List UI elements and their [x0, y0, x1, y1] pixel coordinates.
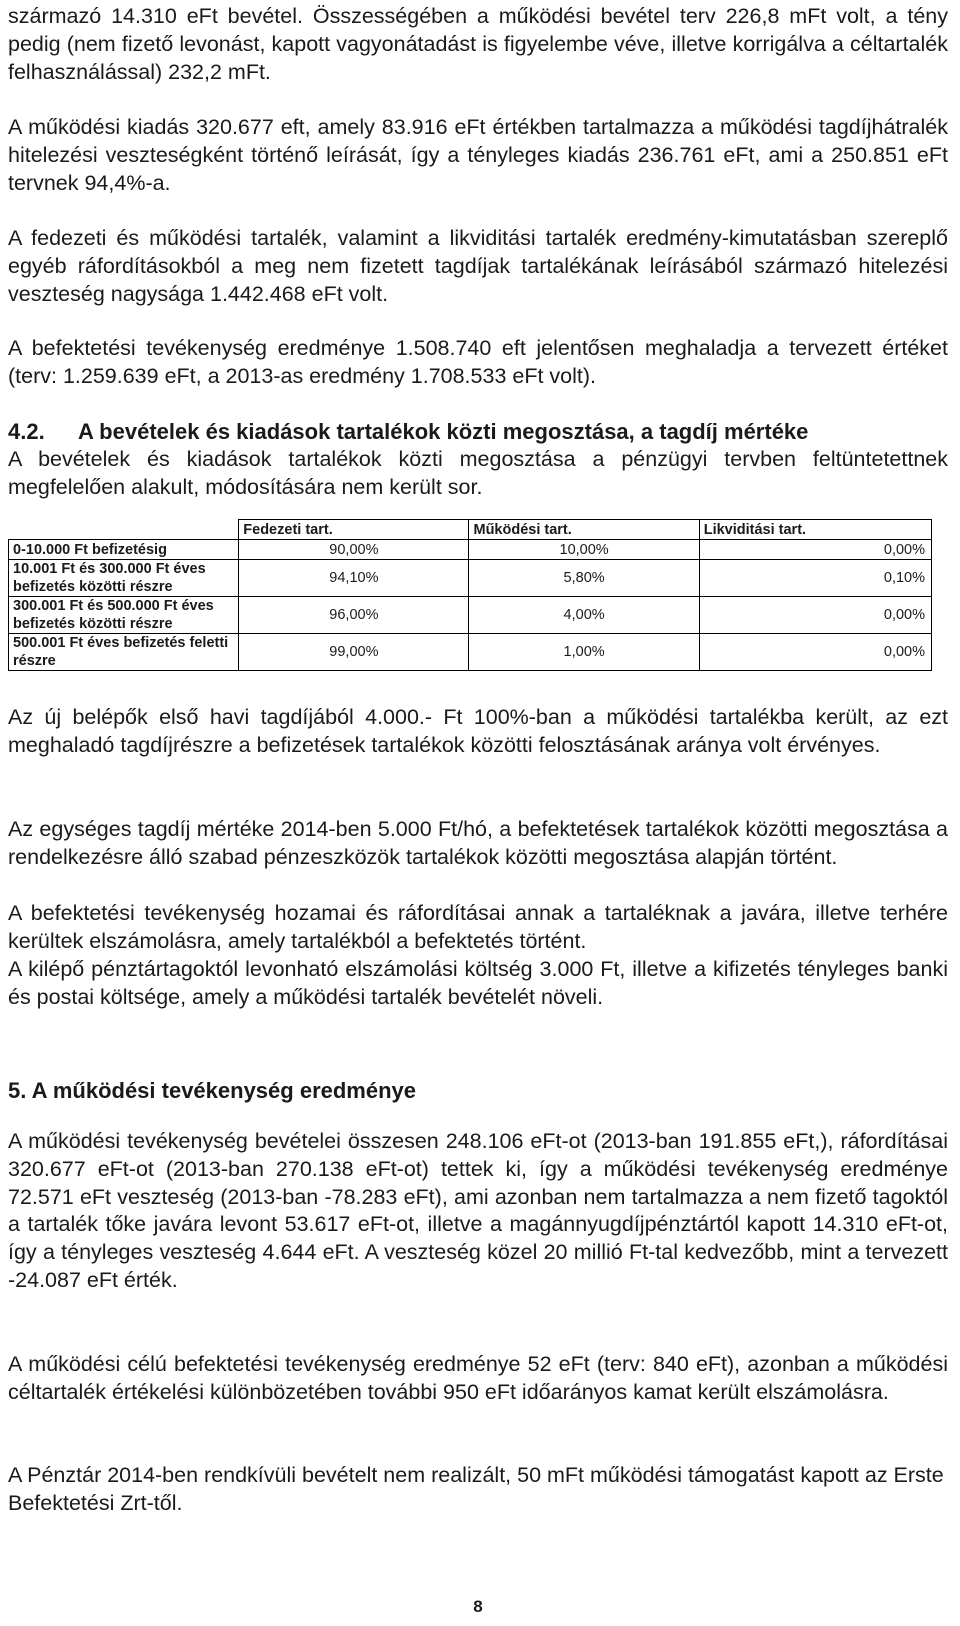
table-cell: 94,10%	[239, 560, 469, 597]
paragraph-operating-expense: A működési kiadás 320.677 eft, amely 83.916 eFt értékben tartalmazza a működési tagdíjhátralék hitelezési veszteségként történő leírását, így a tényleges kiadás 236.761 eFt, ami a 250.851 eFt tervnek 94,4%-a.	[8, 115, 948, 195]
section-number: 4.2.	[8, 419, 45, 444]
table-cell: 5,80%	[469, 560, 699, 597]
paragraph-exit-cost: A kilépő pénztártagoktól levonható elszámolási költség 3.000 Ft, illetve a kifizetés tényleges banki és postai költsége, amely a működési tartalék bevételét növeli.	[8, 957, 948, 1009]
table-row	[9, 597, 932, 634]
table-cell: 4,00%	[469, 597, 699, 634]
paragraph-operating-result: A működési tevékenység bevételei összesen 248.106 eFt-ot (2013-ban 191.855 eFt,), ráfordításai 320.677 eFt-ot (2013-ban 270.138 eFt-ot) tettek ki, így a működési tevékenység eredménye 72.571 eFt veszteség (2013-ban -78.283 eFt), ami azonban nem tartalmazza a nem fizető tagoktól a tartalék tőke javára levont 53.617 eFt-ot, illetve a magánnyugdíjpénztártól kapott 14.310 eFt-ot, így a tényleges veszteség 4.644 eFt. A veszteség közel 20 millió Ft-tal kedvezőbb, mint a tervezett -24.087 eFt érték.	[8, 1129, 948, 1292]
table-cell: 0,10%	[699, 560, 931, 597]
paragraph-income-summary: származó 14.310 eFt bevétel. Összességében a működési bevétel terv 226,8 mFt volt, a tény pedig (nem fizető levonást, kapott vagyonátadást is figyelembe véve, illetve korrigálva a céltartalék felhasználással) 232,2 mFt.	[8, 4, 948, 84]
section-title: A bevételek és kiadások tartalékok közti megosztása, a tagdíj mértéke	[78, 419, 809, 444]
table-row	[9, 540, 932, 560]
document-page	[8, 0, 948, 1626]
table-cell: 99,00%	[239, 634, 469, 671]
page-number: 8	[473, 1597, 483, 1616]
paragraph-extraordinary-income: A Pénztár 2014-ben rendkívüli bevételt nem realizált, 50 mFt működési támogatást kapott az Erste Befektetési Zrt-től.	[8, 1463, 944, 1515]
paragraph-allocation-intro: A bevételek és kiadások tartalékok közti megosztása a pénzügyi tervben feltüntetettnek megfelelően alakult, módosítására nem került sor.	[8, 447, 948, 499]
table-header-cell: Fedezeti tart.	[239, 520, 469, 540]
table-header-cell: Működési tart.	[469, 520, 699, 540]
table-cell: 90,00%	[239, 540, 469, 560]
table-row-label: 500.001 Ft éves befizetés feletti részre	[9, 634, 239, 671]
table-row-label: 300.001 Ft és 500.000 Ft éves befizetés közötti részre	[9, 597, 239, 634]
paragraph-investment-result: A befektetési tevékenység eredménye 1.508.740 eft jelentősen meghaladja a tervezett értéket (terv: 1.259.639 eFt, a 2013-as eredmény 1.708.533 eFt volt).	[8, 336, 948, 388]
table-cell: 96,00%	[239, 597, 469, 634]
table-cell: 0,00%	[699, 634, 931, 671]
paragraph-reserve-loss: A fedezeti és működési tartalék, valamint a likviditási tartalék eredmény-kimutatásban szereplő egyéb ráfordításokból a meg nem fizetett tagdíjak tartalékának leírásából származó hitelezési veszteség nagysága 1.442.468 eFt volt.	[8, 226, 948, 306]
table-cell: 0,00%	[699, 597, 931, 634]
section-heading-4-2	[8, 418, 948, 445]
table-header-cell: Likviditási tart.	[699, 520, 931, 540]
table-header-row	[9, 520, 932, 540]
paragraph-operating-investment: A működési célú befektetési tevékenység eredménye 52 eFt (terv: 840 eFt), azonban a működési céltartalék értékelési különbözetében további 950 eFt időarányos kamat került elszámolásra.	[8, 1352, 948, 1404]
paragraph-membership-fee: Az egységes tagdíj mértéke 2014-ben 5.000 Ft/hó, a befektetések tartalékok közötti megosztása a rendelkezésre álló szabad pénzeszközök tartalékok közötti megosztása alapján történt.	[8, 817, 948, 869]
table-cell: 0,00%	[699, 540, 931, 560]
table-header-empty	[9, 520, 239, 540]
table-row-label: 10.001 Ft és 300.000 Ft éves befizetés közötti részre	[9, 560, 239, 597]
allocation-table	[8, 519, 932, 671]
table-cell: 10,00%	[469, 540, 699, 560]
table-cell: 1,00%	[469, 634, 699, 671]
table-row-label: 0-10.000 Ft befizetésig	[9, 540, 239, 560]
table-row	[9, 560, 932, 597]
paragraph-new-members: Az új belépők első havi tagdíjából 4.000.- Ft 100%-ban a működési tartalékba került, az ezt meghaladó tagdíjrészre a befizetések tartalékok közötti felosztásának aránya volt érvényes.	[8, 705, 948, 757]
table-row	[9, 634, 932, 671]
section-heading-5: 5. A működési tevékenység eredménye	[8, 1078, 417, 1103]
paragraph-investment-yields: A befektetési tevékenység hozamai és ráfordításai annak a tartaléknak a javára, illetve terhére kerültek elszámolásra, amely tartalékból a befektetés történt.	[8, 901, 948, 953]
